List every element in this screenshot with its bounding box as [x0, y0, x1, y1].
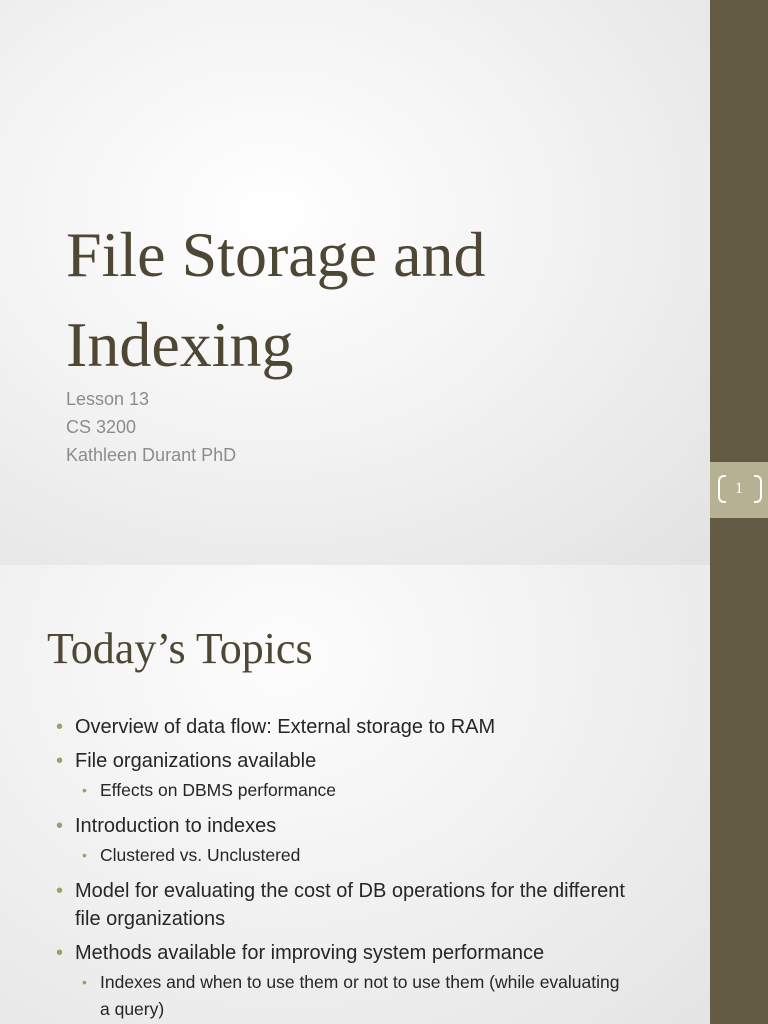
course-label: CS 3200	[66, 417, 137, 437]
author-label: Kathleen Durant PhD	[66, 445, 237, 465]
sub-bullet-item: • Indexes and when to use them or not to use them (while evaluating a query)	[0, 969, 620, 1023]
slide-title-line-2: Indexing	[66, 309, 294, 380]
bullet-item: • File organizations available	[0, 747, 635, 775]
lesson-label: Lesson 13	[66, 389, 150, 409]
bullet-item: • Overview of data flow: External storage to RAM	[0, 713, 635, 741]
slide-subtitle	[66, 385, 236, 469]
topics-slide	[0, 565, 710, 1024]
page-number: 1	[735, 480, 743, 497]
sub-bullet-item: • Effects on DBMS performance	[0, 777, 620, 804]
topics-title: Today’s Topics	[47, 624, 313, 673]
bullet-item: • Methods available for improving system performance	[0, 939, 635, 967]
slide-title-line-1: File Storage and	[66, 219, 486, 290]
right-bracket-icon	[754, 475, 762, 503]
topic-list	[0, 713, 700, 1024]
bullet-item: • Introduction to indexes	[0, 812, 635, 840]
sub-bullet-item: • Clustered vs. Unclustered	[0, 842, 620, 869]
bullet-item: • Model for evaluating the cost of DB operations for the different file organizations	[0, 877, 635, 933]
slide-title	[66, 210, 686, 390]
page-number-badge	[710, 462, 768, 518]
